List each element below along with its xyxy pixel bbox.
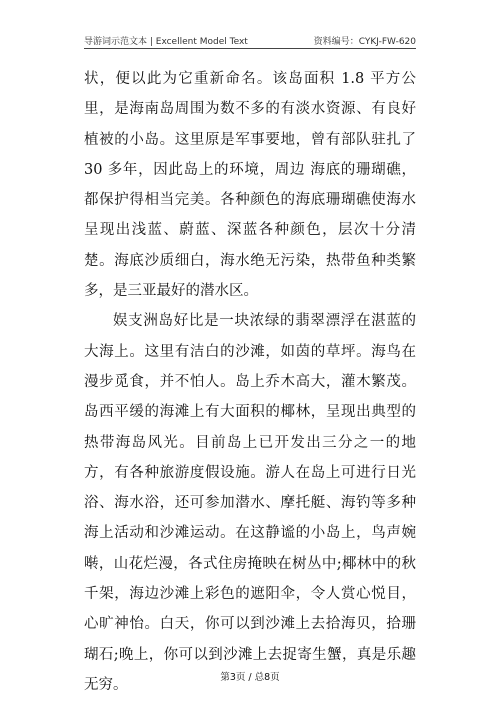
paragraph-1: 状，便以此为它重新命名。该岛面积 1.8 平方公里，是海南岛周围为数不多的有淡水资源、有良好植被的小岛。这里原是军事要地，曾有部队驻扎了 30 多年，因此岛上的环境，周边 海底的珊瑚礁，都保护得相当完美。各种颜色的海底珊瑚礁使海水呈现出浅蓝、蔚蓝、深蓝各种颜色，层次十分清楚。海底沙质细白，海水绝无污染，热带鱼种类繁多，是三亚最好的潜水区。 [84,71,416,300]
body-text [84,64,416,700]
page-header [84,34,416,49]
header-doc-number: 资料编号：CYKJ-FW-620 [313,37,416,47]
header-title: 导游词示范文本 | Excellent Model Text [84,37,248,47]
paragraph-2: 娱支洲岛好比是一块浓绿的翡翠漂浮在湛蓝的大海上。这里有洁白的沙滩，如茵的草坪。海鸟在漫步觅食，并不怕人。岛上乔木高大，灌木繁茂。岛西平缓的海滩上有大面积的椰林，呈现出典型的热带海岛风光。目前岛上已开发出三分之一的地方，有各种旅游度假设施。游人在岛上可进行日光浴、海水浴，还可参加潜水、摩托艇、海钓等多种海上活动和沙滩运动。在这静谧的小岛上，鸟声婉啭，山花烂漫，各式住房掩映在树丛中;椰林中的秋千架，海边沙滩上彩色的遮阳伞，令人赏心悦目，心旷神怡。白天，你可以到沙滩上去拾海贝，拾珊瑚石;晚上，你可以到沙滩上去捉寄生蟹，真是乐趣无穷。 [84,313,416,693]
page-number: 第3页 / 总8页 [220,672,280,683]
